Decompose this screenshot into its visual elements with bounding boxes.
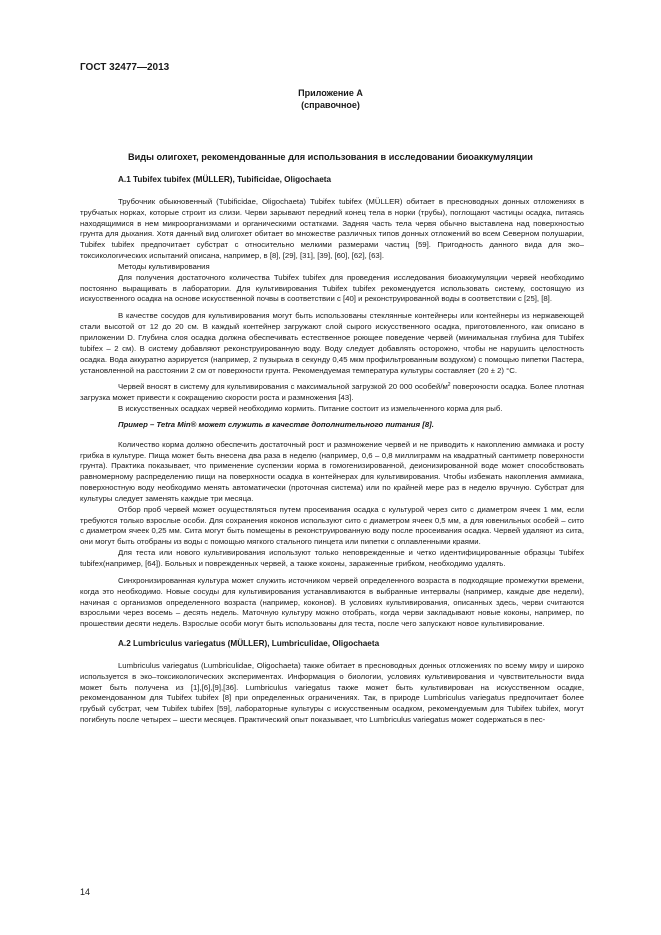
paragraph: Для получения достаточного количества Tubifex tubifex для проведения исследования биоаккумуляции червей необходимо постоянно выращивать в лаборатории. Для культивирования Tubifex tubifex рекомендуется использовать систему, состоящую из искусственного осадка на основе искусственной почвы в соответствии с [40] и реконструированной воды в соответствии с [25], [8]. [80, 272, 584, 304]
paragraph: Трубочник обыкновенный (Tubificidae, Oligochaeta) Tubifex tubifex (MÜLLER) обитает в пресноводных донных отложениях в трубчатых норках, которые строит из слизи. Черви зарывают передний конец тела в норки (трубы), поглощают частицы осадка, питаясь находящимися в нем микроорганизмами и органическими остатками. Задняя часть тела червя обычно выставлена над поверхностью грунта для дыхания. Хотя данный вид олигохет обитает во множестве различных типов донных отложений во всем Северном полушарии, Tubifex tubifex предпочитает субстрат с относительно мелкими размерами частиц [59]. Пригодность данного вида для эко–токсикологических испытаний описана, например, в [8], [29], [31], [39], [60], [62], [63]. [80, 196, 584, 261]
page-number: 14 [80, 887, 91, 897]
paragraph-loading [80, 382, 584, 404]
document-code-header: ГОСТ 32477—2013 [80, 62, 170, 73]
paragraph-loading-post: поверхности осадка. Более плотная загрузка может привести к сокращению скорости роста и размножения [43]. [80, 382, 584, 403]
document-body [80, 175, 584, 726]
appendix-label-text: Приложение [298, 88, 354, 98]
paragraph-methods-heading: Методы культивирования [118, 261, 210, 271]
appendix-title: Виды олигохет, рекомендованные для использования в исследовании биоаккумуляции [128, 152, 533, 162]
paragraph: Количество корма должно обеспечить достаточный рост и размножение червей и не приводить к накоплению аммиака и росту грибка в культуре. Пища может быть внесена два раза в неделю (например, 0,6 – 0,8 миллиграмм на квадратный сантиметр поверхности грунта). Практика показывает, что применение суспензии корма в гомогенизированной, деионизированной воде может способствовать равномерному распределению пищи на поверхности осадка в контейнерах для культивирования. Чтобы избежать накопления аммиака, поверхностную воду необходимо менять автоматически (проточная система) или по крайней мере раз в неделю вручную. Субстрат для культуры следует заменять каждые три месяца. [80, 439, 584, 503]
example-note: Пример – Tetra Min® может служить в качестве дополнительного питания [8]. [118, 419, 434, 429]
paragraph-loading-pre: Червей вносят в систему для культивирования с максимальной загрузкой 20 000 особей/м [118, 382, 448, 392]
paragraph: Для теста или нового культивирования используют только неповрежденные и четко идентифицированные образцы Tubifex tubifex(например, [64]). Больных и поврежденных червей, а также коконы, зараженные грибком, необходимо удалять. [80, 548, 584, 568]
paragraph: Lumbriculus variegatus (Lumbriculidae, Oligochaeta) также обитает в пресноводных донных отложениях по всему миру и широко используется в эко–токсикологических экспериментах. Информация о биологии, условиях культивирования и чувствительности вида может быть получена из [1],[6],[9],[36]. Lumbriculus variegatus также может быть культивирован на искусственном осадке, рекомендованном для Tubifex tubifex [8] при определенных ограничениях. Так, в природе Lumbriculus variegatus предпочитает более грубый субстрат, чем Tubifex tubifex [59], лабораторные культуры с искусственным осадком, рекомендуемым для Tubifex tubifex, могут погибнуть после четырех – шести месяцев. Практический опыт показывает, что Lumbriculus variegatus может содержаться в пес- [80, 660, 584, 725]
superscript: 2 [447, 382, 451, 389]
paragraph: Отбор проб червей может осуществляться путем просеивания осадка с культурой через сито с диаметром ячеек 1 мм, если требуются только взрослые особи. Для сохранения коконов используют сито с диаметром ячеек 0,5 мм, а для ювенильных особей – сито с диаметром ячеек 0,25 мм. Сита могут быть помещены в реконструированную воду после просеивания осадка. Червей удаляют из сита, они могут быть отобраны из воды с помощью мягкого стального пинцета или пипетки с оплавленными краями. [80, 504, 584, 547]
paragraph: В искусственных осадках червей необходимо кормить. Питание состоит из измельченного корма для рыб. [118, 404, 503, 414]
appendix-label [0, 88, 661, 98]
paragraph: В качестве сосудов для культивирования могут быть использованы стеклянные контейнеры или контейнеры из нержавеющей стали высотой от 12 до 20 см. В каждый контейнер загружают слой сырого искусственного осадка, приготовленного, как описано в приложении D. Глубина слоя осадка должна обеспечивать естественное роющее поведение червей (минимальная глубина для Tubifex tubifex – 2 см). В систему добавляют реконструированную воду. Воду следует добавлять осторожно, чтобы не нарушить целостность осадка. Вода аккуратно аэрируется (например, 2 пузырька в секунду 0,45 мкм профильтрованным воздухом) с помощью пипетки Пастера, установленной на расстоянии 2 см от поверхности грунта. Рекомендуемая температура культуры составляет (20 ± 2) °С. [80, 311, 584, 375]
section-heading-a1: А.1 Tubifex tubifex (MÜLLER), Tubificidae, Oligochaeta [118, 175, 332, 184]
appendix-type: (справочное) [301, 100, 360, 110]
appendix-letter: А [356, 88, 363, 98]
section-heading-a2: А.2 Lumbriculus variegatus (MÜLLER), Lumbriculidae, Oligochaeta [118, 639, 380, 649]
paragraph: Синхронизированная культура может служить источником червей определенного возраста в подходящие промежутки времени, когда это необходимо. Новые сосуды для культивирования устанавливаются в выбранные интервалы (например, каждые две недели), начиная с организмов определенного возраста (например, коконов). В условиях культивирования, описанных здесь, черви считаются взрослыми через восемь – десять недель. Маточную культуру можно отобрать, когда черви закладывают новые коконы, например, по прошествии десяти недель. Взрослые особи могут быть использованы для теста, после чего запускают новое культивирование. [80, 575, 584, 629]
